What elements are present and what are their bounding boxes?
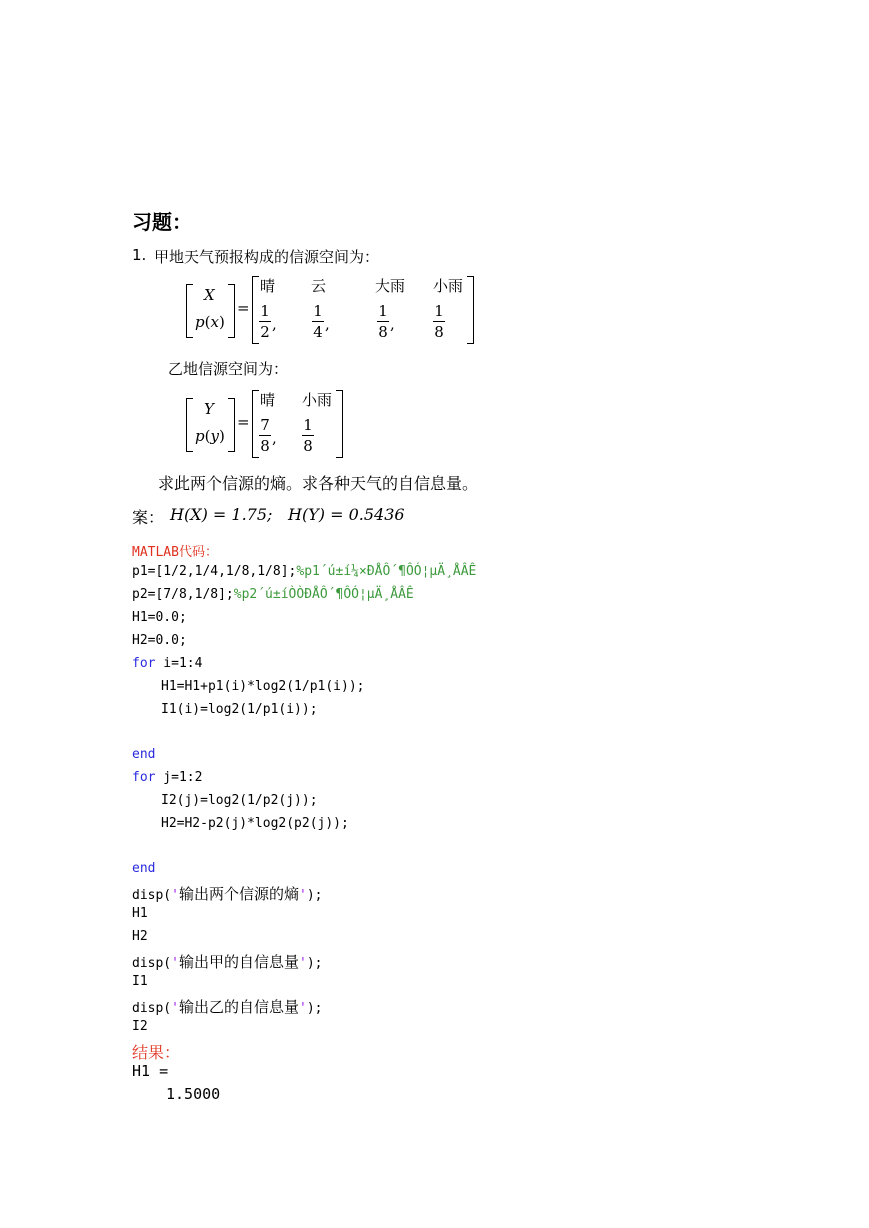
comma: , [390, 315, 395, 333]
problem-number: 1. [132, 246, 147, 264]
fraction: 1 8 [378, 302, 388, 341]
weather-label: 云 [311, 277, 327, 295]
weather-label: 晴 [260, 277, 276, 295]
var-y: Y [204, 400, 214, 418]
code-line: disp('输出乙的自信息量'); [132, 998, 323, 1016]
code-line: I1(i)=log2(1/p1(i)); [161, 702, 318, 717]
answer-hy: H(Y) = 0.5436 [288, 505, 405, 524]
var-x: X [204, 286, 215, 304]
code-line: I2(j)=log2(1/p2(j)); [161, 793, 318, 808]
equals-sign: = [237, 413, 250, 431]
code-line: H2=0.0; [132, 633, 187, 648]
code-line: for i=1:4 [132, 656, 203, 671]
problem-intro-2: 乙地信源空间为： [168, 360, 289, 378]
fraction: 1 4 [313, 302, 323, 341]
left-bracket [252, 390, 259, 458]
code-keyword-end: end [132, 861, 156, 876]
left-bracket [186, 284, 193, 338]
var-py: p(y) [195, 427, 225, 445]
fraction: 1 8 [303, 416, 313, 455]
section-heading: 习题： [132, 210, 192, 234]
code-line: H1=H1+p1(i)*log2(1/p1(i)); [161, 679, 365, 694]
weather-label: 小雨 [302, 391, 333, 409]
code-title: MATLAB代码： [132, 545, 218, 560]
code-line: for j=1:2 [132, 770, 203, 785]
code-line: H2=H2-p2(j)*log2(p2(j)); [161, 816, 349, 831]
result-value: 1.5000 [166, 1085, 221, 1103]
weather-label: 大雨 [375, 277, 406, 295]
fraction: 1 8 [434, 302, 444, 341]
weather-label: 小雨 [433, 277, 464, 295]
code-line: p1=[1/2,1/4,1/8,1/8];%p1´ú±í¼×ÐÅÔ´¶ÔÓ¦µÄ¸ÅÂÊ [132, 564, 477, 579]
problem-question: 求此两个信源的熵。求各种天气的自信息量。 [158, 474, 479, 493]
weather-label: 晴 [260, 391, 276, 409]
code-keyword-end: end [132, 747, 156, 762]
code-comment: %p2´ú±íÒÒÐÅÔ´¶ÔÓ¦µÄ¸ÅÂÊ [233, 587, 414, 602]
code-comment: %p1´ú±í¼×ÐÅÔ´¶ÔÓ¦µÄ¸ÅÂÊ [296, 564, 477, 579]
right-bracket [467, 276, 474, 344]
right-bracket [336, 390, 343, 458]
code-line: disp('输出两个信源的熵'); [132, 885, 323, 903]
answer-hx: H(X) = 1.75; [170, 505, 273, 524]
fraction: 1 2 [260, 302, 270, 341]
comma: , [272, 429, 277, 447]
code-line: I1 [132, 974, 148, 989]
code-line: I2 [132, 1019, 148, 1034]
comma: , [272, 315, 277, 333]
code-line: H2 [132, 929, 148, 944]
comma: , [325, 315, 330, 333]
code-line: H1=0.0; [132, 610, 187, 625]
fraction: 7 8 [260, 416, 270, 455]
equals-sign: = [237, 299, 250, 317]
right-bracket [228, 398, 235, 452]
var-px: p(x) [195, 313, 225, 331]
left-bracket [186, 398, 193, 452]
code-line: H1 [132, 906, 148, 921]
problem-intro: 甲地天气预报构成的信源空间为： [154, 248, 380, 266]
right-bracket [228, 284, 235, 338]
left-bracket [252, 276, 259, 344]
code-line: disp('输出甲的自信息量'); [132, 953, 323, 971]
result-label: 结果： [132, 1043, 181, 1062]
result-line: H1 = [132, 1062, 169, 1080]
answer-label: 案： [132, 508, 165, 527]
code-line: p2=[7/8,1/8];%p2´ú±íÒÒÐÅÔ´¶ÔÓ¦µÄ¸ÅÂÊ [132, 587, 414, 602]
